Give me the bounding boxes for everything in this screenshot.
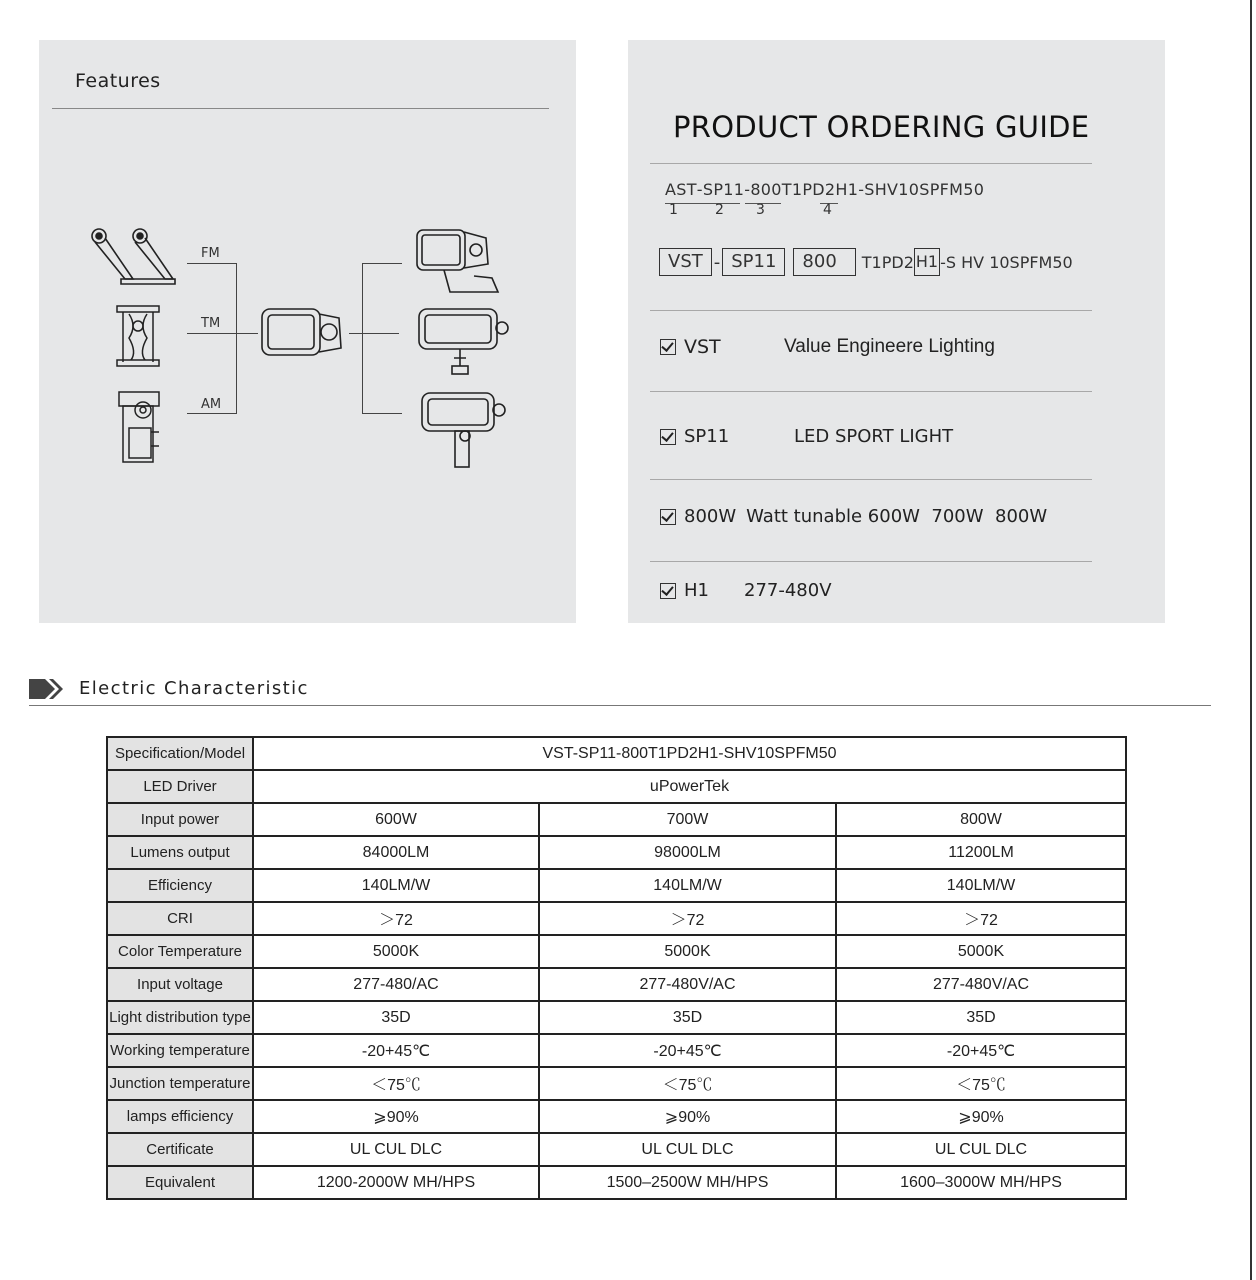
row-label: Equivalent <box>107 1166 253 1199</box>
table-cell: ＜75℃ <box>253 1067 539 1100</box>
fixture-am-mounted-illustration <box>419 390 511 470</box>
connector-line <box>187 263 237 264</box>
option-row-h1 <box>660 580 832 601</box>
spec-table <box>106 736 1127 1200</box>
seg-number-1: 1 <box>669 202 678 218</box>
option-row-800w <box>660 506 1047 527</box>
row-label: CRI <box>107 902 253 935</box>
code-sep: - <box>744 180 751 199</box>
row-label: Input power <box>107 803 253 836</box>
table-cell: -20+45℃ <box>836 1034 1126 1067</box>
guide-title: PRODUCT ORDERING GUIDE <box>673 110 1090 144</box>
code-seg: -SHV10SPFM50 <box>858 180 985 199</box>
option-desc: Watt tunable 600W 700W 800W <box>746 506 1048 527</box>
connector-line <box>236 333 258 334</box>
connector-line <box>349 333 399 334</box>
code-box-series: VST <box>659 248 712 276</box>
guide-divider <box>650 163 1092 164</box>
table-cell: 98000LM <box>539 836 836 869</box>
code-seg: T1PD2 <box>781 180 836 199</box>
ordering-guide-panel <box>628 40 1165 623</box>
option-code: H1 <box>684 580 709 601</box>
table-row <box>107 770 1126 803</box>
order-code-example <box>665 180 984 199</box>
connector-line <box>362 263 363 413</box>
row-label: Junction temperature <box>107 1067 253 1100</box>
connector-line <box>187 333 237 334</box>
sport-light-fixture-illustration <box>259 306 343 360</box>
table-row <box>107 1100 1126 1133</box>
table-row <box>107 803 1126 836</box>
table-cell: 277-480V/AC <box>836 968 1126 1001</box>
option-desc: 277-480V <box>744 580 832 601</box>
table-cell: 800W <box>836 803 1126 836</box>
mount-label-am: AM <box>201 397 222 412</box>
table-row <box>107 836 1126 869</box>
option-code: 800W <box>684 506 737 527</box>
table-cell: 277-480V/AC <box>539 968 836 1001</box>
mount-label-fm: FM <box>201 246 220 261</box>
guide-divider <box>650 391 1092 392</box>
row-label: Light distribution type <box>107 1001 253 1034</box>
checkbox-checked-icon <box>660 583 676 599</box>
code-seg: AST <box>665 180 697 199</box>
option-row-sp11 <box>660 426 953 447</box>
option-code: VST <box>684 336 721 358</box>
option-code: SP11 <box>684 426 730 447</box>
seg-number-3: 3 <box>756 202 765 218</box>
row-label: Specification/Model <box>107 737 253 770</box>
table-cell: 5000K <box>253 935 539 968</box>
code-seg: 800 <box>750 180 782 199</box>
table-row <box>107 1001 1126 1034</box>
row-label: lamps efficiency <box>107 1100 253 1133</box>
option-row-vst <box>660 336 995 358</box>
row-label: Efficiency <box>107 869 253 902</box>
table-row <box>107 1034 1126 1067</box>
code-box-watt: 800 <box>793 248 855 276</box>
code-box-voltage: H1 <box>914 248 940 276</box>
electric-section-title: Electric Characteristic <box>79 678 309 699</box>
connector-line <box>236 263 237 414</box>
connector-line <box>187 413 237 414</box>
fm-bracket-mount-illustration <box>87 224 177 286</box>
code-seg: H1 <box>835 180 859 199</box>
table-cell: 600W <box>253 803 539 836</box>
checkbox-checked-icon <box>660 509 676 525</box>
table-cell: ⩾90% <box>836 1100 1126 1133</box>
order-code-boxed <box>659 248 1073 276</box>
table-cell: 277-480/AC <box>253 968 539 1001</box>
fixture-tm-mounted-illustration <box>416 306 512 378</box>
table-cell: UL CUL DLC <box>836 1133 1126 1166</box>
code-box-tail: -S HV 10SPFM50 <box>940 252 1073 272</box>
table-cell: ＞72 <box>253 902 539 935</box>
connector-line <box>362 413 402 414</box>
guide-divider <box>650 561 1092 562</box>
code-box-mid: T1PD2 <box>861 252 914 272</box>
table-cell: 5000K <box>836 935 1126 968</box>
table-cell: ＞72 <box>836 902 1126 935</box>
checkbox-checked-icon <box>660 339 676 355</box>
table-cell: 700W <box>539 803 836 836</box>
mount-label-tm: TM <box>201 316 221 331</box>
table-row <box>107 1166 1126 1199</box>
fixture-fm-mounted-illustration <box>414 226 502 296</box>
table-cell: 140LM/W <box>253 869 539 902</box>
row-label: Color Temperature <box>107 935 253 968</box>
table-cell: ⩾90% <box>539 1100 836 1133</box>
table-cell: 1200-2000W MH/HPS <box>253 1166 539 1199</box>
model-value: VST-SP11-800T1PD2H1-SHV10SPFM50 <box>253 737 1126 770</box>
table-cell: ＜75℃ <box>836 1067 1126 1100</box>
table-cell: 1500–2500W MH/HPS <box>539 1166 836 1199</box>
table-cell: 11200LM <box>836 836 1126 869</box>
table-row <box>107 737 1126 770</box>
table-cell: 84000LM <box>253 836 539 869</box>
features-divider <box>52 108 549 109</box>
table-cell: 1600–3000W MH/HPS <box>836 1166 1126 1199</box>
code-sep: - <box>696 180 703 199</box>
table-row <box>107 869 1126 902</box>
seg-number-4: 4 <box>823 202 832 218</box>
table-cell: 35D <box>253 1001 539 1034</box>
driver-value: uPowerTek <box>253 770 1126 803</box>
code-box-model: SP11 <box>722 248 785 276</box>
am-mount-illustration <box>115 390 169 464</box>
option-desc: LED SPORT LIGHT <box>794 426 954 447</box>
table-cell: ＞72 <box>539 902 836 935</box>
table-cell: UL CUL DLC <box>253 1133 539 1166</box>
table-cell: 35D <box>836 1001 1126 1034</box>
table-cell: 140LM/W <box>539 869 836 902</box>
row-label: Lumens output <box>107 836 253 869</box>
section-arrow-icon <box>29 677 63 701</box>
code-box-sep: - <box>713 251 721 273</box>
guide-divider <box>650 479 1092 480</box>
table-cell: -20+45℃ <box>253 1034 539 1067</box>
features-title: Features <box>75 70 161 92</box>
row-label: Certificate <box>107 1133 253 1166</box>
table-row <box>107 902 1126 935</box>
row-label: Input voltage <box>107 968 253 1001</box>
code-seg: SP11 <box>702 180 745 199</box>
table-row <box>107 1133 1126 1166</box>
features-panel <box>39 40 576 623</box>
table-cell: UL CUL DLC <box>539 1133 836 1166</box>
table-cell: ⩾90% <box>253 1100 539 1133</box>
connector-line <box>362 263 402 264</box>
table-row <box>107 935 1126 968</box>
row-label: Working temperature <box>107 1034 253 1067</box>
page-edge-line <box>1250 0 1252 1280</box>
tm-mount-illustration <box>115 304 163 368</box>
checkbox-checked-icon <box>660 429 676 445</box>
table-cell: 35D <box>539 1001 836 1034</box>
option-desc: Value Engineere Lighting <box>784 336 995 357</box>
table-cell: 5000K <box>539 935 836 968</box>
table-cell: 140LM/W <box>836 869 1126 902</box>
table-cell: ＜75℃ <box>539 1067 836 1100</box>
table-row <box>107 968 1126 1001</box>
electric-section-divider <box>29 705 1211 706</box>
row-label: LED Driver <box>107 770 253 803</box>
guide-divider <box>650 310 1092 311</box>
table-row <box>107 1067 1126 1100</box>
seg-number-2: 2 <box>715 202 724 218</box>
table-cell: -20+45℃ <box>539 1034 836 1067</box>
